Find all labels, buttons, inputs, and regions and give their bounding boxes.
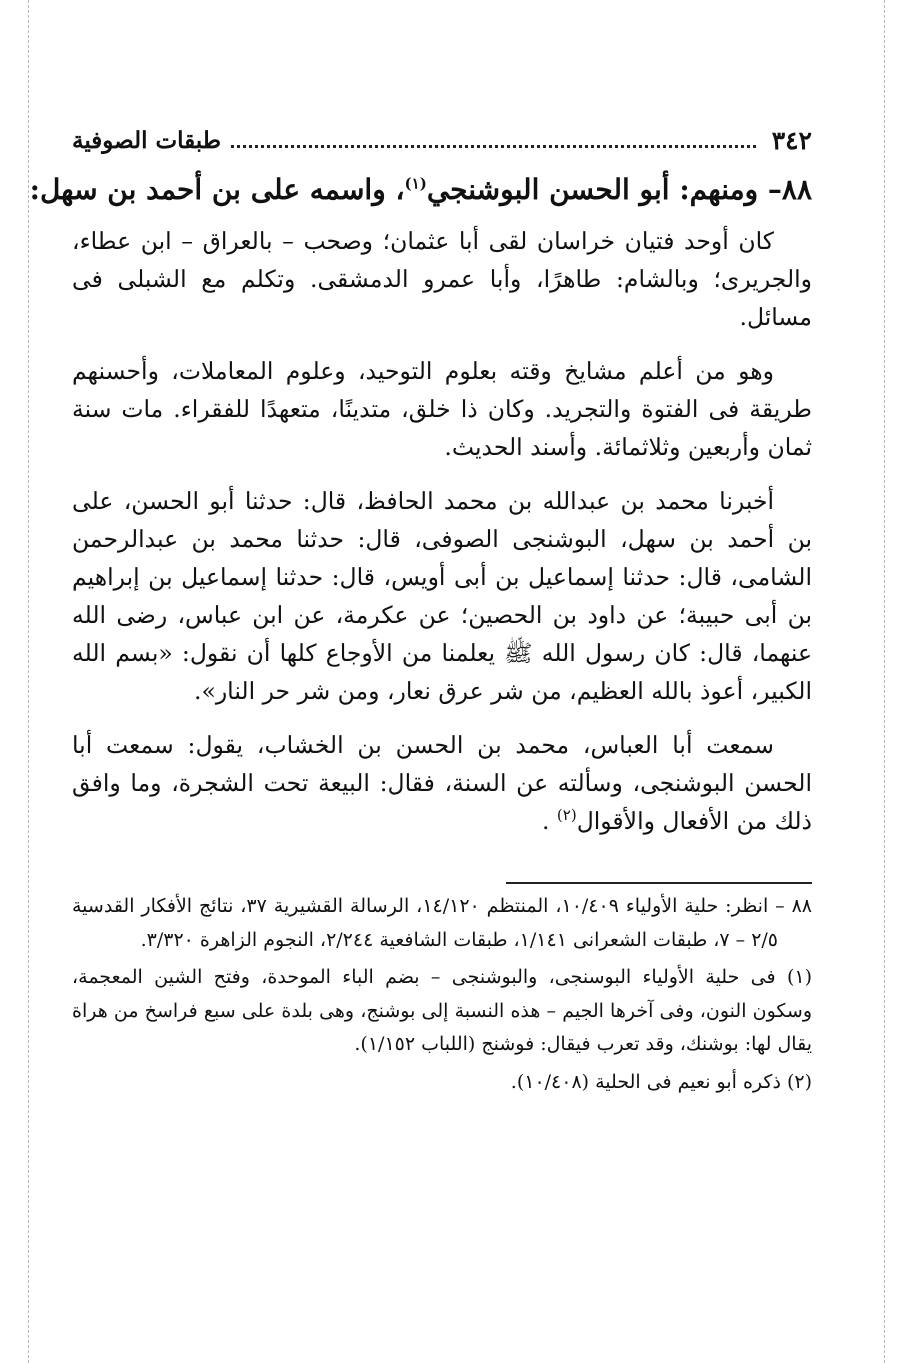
book-title: طبقات الصوفية xyxy=(72,126,222,154)
footnote-rule-wrap xyxy=(72,856,812,890)
footnote-1: (١) فى حلية الأولياء البوسنجى، والبوشنجى – بضم الباء الموحدة، وفتح الشين المعجمة، وسكون النون، وفى آخرها الجيم – هذه النسبة إلى بوشنج، وهى بلدة على سبع فراسخ من هراة يقال لها: بوشنك، وقد تعرب فيقال: فوشنج (اللباب ١/١٥٢). xyxy=(72,966,812,1055)
footnote-marker-2: (٢) xyxy=(556,806,577,825)
entry-heading-rest: ، واسمه على بن أحمد بن سهل: xyxy=(29,173,405,206)
footnote-marker-1: (١) xyxy=(404,174,427,193)
entry-heading-main: ٨٨– ومنهم: أبو الحسن البوشنجي xyxy=(426,173,812,206)
entry-heading xyxy=(29,166,812,214)
paragraph-1: كان أوحد فتيان خراسان لقى أبا عثمان؛ وصحب – بالعراق – ابن عطاء، والجريرى؛ وبالشام: طاهرًا، وأبا عمرو الدمشقى. وتكلم مع الشبلى فى مسائل. xyxy=(72,227,812,331)
paragraph-2: وهو من أعلم مشايخ وقته بعلوم التوحيد، وعلوم المعاملات، وأحسنهم طريقة فى الفتوة والتجريد. وكان ذا خلق، متدينًا، متعهدًا للفقراء. مات سنة ثمان وأربعين وثلاثمائة. وأسند الحديث. xyxy=(72,357,812,461)
paragraph-3: أخبرنا محمد بن عبدالله بن محمد الحافظ، قال: حدثنا أبو الحسن، على بن أحمد بن سهل، البوشنجى الصوفى، قال: حدثنا محمد بن عبدالرحمن الشامى، قال: حدثنا إسماعيل بن أبى أويس، قال: حدثنا إسماعيل بن إبراهيم بن أبى حبيبة؛ عن داود بن الحصين؛ عن عكرمة، عن ابن عباس، رضى الله عنهما، قال: كان رسول الله ﷺ يعلمنا من الأوجاع كلها أن نقول: «بسم الله الكبير، أعوذ بالله العظيم، من شر عرق نعار، ومن شر حر النار». xyxy=(72,487,812,705)
paragraph-4-end: . xyxy=(541,807,557,835)
page-number: ٣٤٢ xyxy=(771,125,812,155)
header-dot-leader xyxy=(231,145,756,148)
running-header xyxy=(72,120,812,160)
scan-margin-line-right xyxy=(884,0,885,1363)
footnote-sources: ٨٨ – انظر: حلية الأولياء ١٠/٤٠٩، المنتظم ١٤/١٢٠، الرسالة القشيرية ٣٧، نتائج الأفكار القدسية ٢/٥ – ٧، طبقات الشعرانى ١/١٤١، طبقات الشافعية ٢/٢٤٤، النجوم الزاهرة ٣/٣٢٠. xyxy=(72,895,812,951)
paragraph-4 xyxy=(72,726,812,840)
book-page xyxy=(29,120,812,1103)
footnote-separator xyxy=(506,882,812,884)
footnote-2: (٢) ذكره أبو نعيم فى الحلية (١٠/٤٠٨). xyxy=(510,1070,812,1093)
paragraph-4-text: سمعت أبا العباس، محمد بن الحسن بن الخشاب، يقول: سمعت أبا الحسن البوشنجى، وسألته عن السنة، فقال: البيعة تحت الشجرة، وما وافق ذلك من الأفعال والأقوال xyxy=(72,731,812,835)
